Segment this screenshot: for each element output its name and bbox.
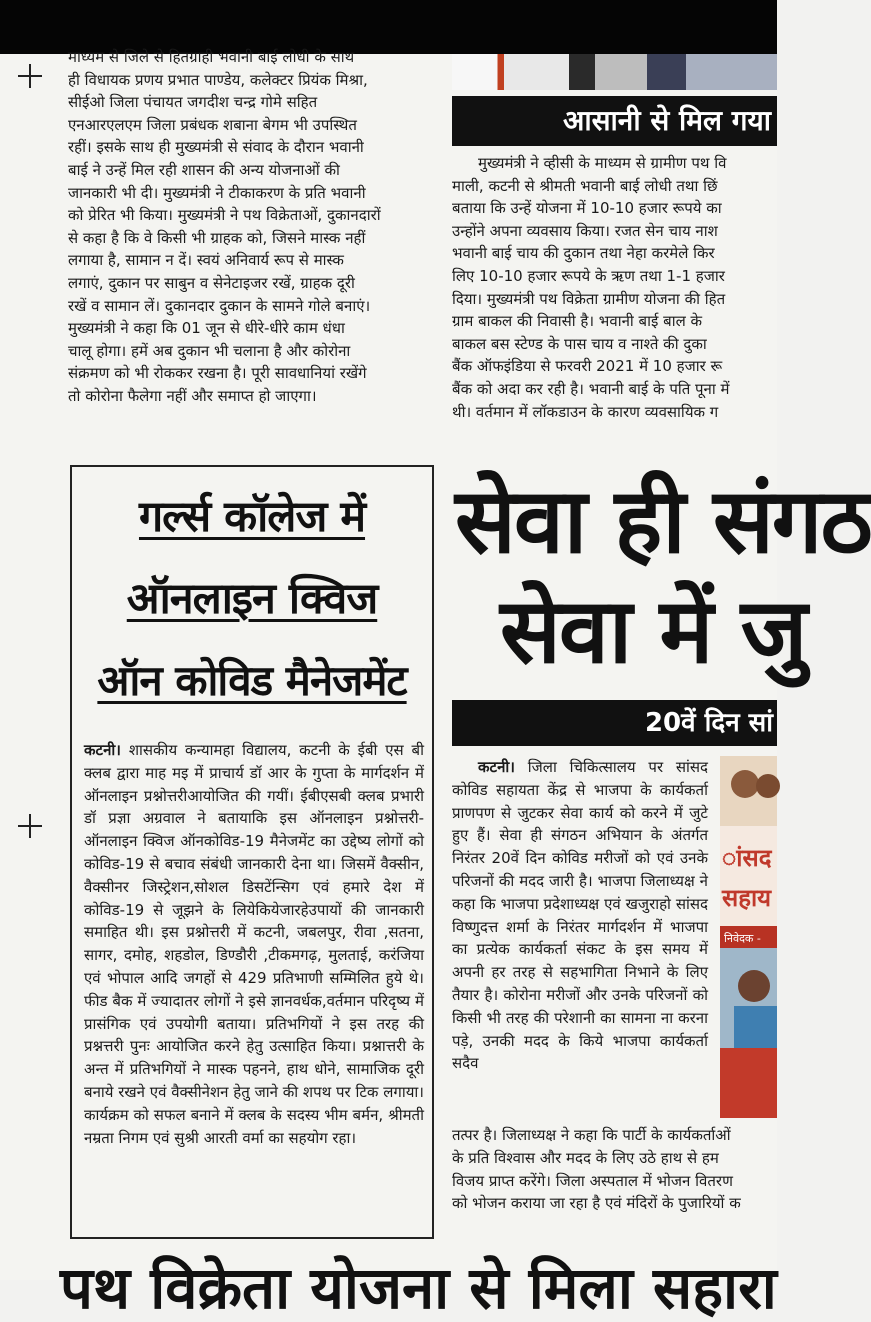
text-line: ग्राम बाकल की निवासी है। भवानी बाई बाल के xyxy=(452,312,703,331)
big-headline-line-2: सेवा में जु xyxy=(500,579,806,684)
text-line: रहीं। इसके साथ ही मुख्यमंत्री से संवाद के दौरान भवानी xyxy=(68,138,364,157)
text-line: माध्यम से जिले से हितग्राही भवानी बाई लोधी के साथ xyxy=(68,48,355,66)
photo-banner-text: ांसद xyxy=(722,844,772,872)
text-line: उन्होंने अपना व्यवसाय किया। रजत सेन चाय नाश xyxy=(452,221,718,240)
newspaper-page xyxy=(0,48,871,1322)
bottom-headline-text: पथ विक्रेता योजना से मिला सहारा xyxy=(60,1254,777,1322)
photo-banner-text: निवेदक - xyxy=(724,932,761,945)
text-line: लगाया है, सामान न दें। स्वयं अनिवार्य रूप से मास्क xyxy=(68,251,344,270)
text-line: संक्रमण को भी रोककर रखना है। पूरी सावधानियां रखेंगे xyxy=(68,364,367,383)
dateline: कटनी। xyxy=(84,741,121,759)
text-line: के प्रति विश्वास और मदद के लिए उठे हाथ से हम xyxy=(452,1148,719,1167)
text-line: जानकारी भी दी। मुख्यमंत्री ने टीकाकरण के प्रति भवानी xyxy=(68,183,366,202)
text-line: माली, कटनी से श्रीमती भवानी बाई लोधी तथा छिं xyxy=(452,176,718,195)
text-line: से कहा है कि वे किसी भी ग्राहक को, जिसने मास्क नहीं xyxy=(68,228,366,247)
registration-mark-icon xyxy=(18,814,42,838)
quiz-article-body xyxy=(84,739,424,1149)
article-text: शासकीय कन्यामहा विद्यालय, कटनी के ईबी एस बी क्लब द्वारा माह मइ में प्राचार्य डॉ आर के गुप्ता के मार्गदर्शन में ऑनलाइन प्रश्नोत्तरीआयोजित की गयीं। ईबीएसबी क्लब प्रभारी डॉ प्रज्ञा अग्रवाल ने बतायाकि इस ऑनलाइन प्रश्नोत्तरी-ऑनलाइन क्विज ऑनकोविड-19 मैनेजमेंट का उद्देष्य लोगों को कोविड-19 से बचाव संबंधी जानकारी देना था। जिसमें वैक्सीन, वैक्सीनर जिस्ट्रेशन,सोशल डिसटेंन्सिग एवं हमारे देश में कोविड-19 से जूझने के लियेकियेजारहेउपायों की जानकारी समाहित थी। इस प्रश्नोत्तरी में कटनी, जबलपुर, रीवा ,सतना, सागर, दमोह, शहडोल, डिण्डौरी ,टीकमगढ़, मुलताई, करंजिया एवं भोपाल आदि जगहों से 429 प्रतिभाणी सम्मिलित हुये थे। फीड बैक में ज्यादातर लोगों ने इसे ज्ञानवर्धक,वर्तमान परिदृष्य में प्रासंगिक एवं उपयोगी बताया। प्रतिभगियों ने इस तरह की प्रश्नत्तरी पुनः आयोजित करने हेतु उत्साहित किया। प्रश्नात्तरी के अन्त में प्रतिभगियों ने मास्क पहनने, हाथ धोने, सामाजिक दूरी बनाये रखने एवं वैक्सीनेशन हेतु जाने की शपथ पर टिक लगाया। कार्यक्रम को सफल बनाने में क्लब के सदस्य भीम बर्मन, श्रीमती नम्रता निगम एवं सुश्री आरती वर्मा का सहयोग रहा। xyxy=(84,741,424,1147)
registration-mark-icon xyxy=(18,64,42,88)
quiz-headline-line-1: गर्ल्स कॉलेज में xyxy=(138,492,366,542)
left-article-lines xyxy=(68,46,430,408)
text-line: विजय प्राप्त करेंगे। जिला अस्पताल में भोजन वितरण xyxy=(452,1171,733,1190)
text-line: भवानी बाई चाय की दुकान तथा नेहा करमेले किर xyxy=(452,244,715,263)
section-band-heading: आसानी से मिल गया xyxy=(452,96,777,146)
text-line: रखें व सामान लें। दुकानदार दुकान के सामने गोले बनाएं। xyxy=(68,296,371,315)
cut-off-bottom-headline xyxy=(60,1254,777,1322)
news-photo xyxy=(720,756,777,1118)
text-line: चालू होगा। हमें अब दुकान भी चलाना है और कोरोना xyxy=(68,341,351,360)
right-article-text xyxy=(452,152,777,423)
text-line: तत्पर है। जिलाध्यक्ष ने कहा कि पार्टी के कार्यकर्ताओं xyxy=(452,1126,731,1144)
quiz-headline-line-2: ऑनलाइन क्विज xyxy=(126,574,378,624)
article-text: जिला चिकित्सालय पर सांसद कोविड सहायता केंद्र से भाजपा के कार्यकर्ता प्राणपण से जुटकर सेवा कार्य को करने में जुटे हुए हैं। सेवा ही संगठन अभियान के अंतर्गत निरंतर 20वें दिन कोविड मरीजों को एवं उनके परिजनों की मदद जारी है। भाजपा जिलाध्यक्ष ने कहा कि भाजपा प्रदेशाध्यक्ष एवं खजुराहो सांसद विष्णुदत्त शर्मा के निरंतर मार्गदर्शन में भाजपा का प्रत्येक कार्यकर्ता संकट के इस समय में अपनी हर तरह से सहभागिता निभाने के लिए तैयार है। कोरोना मरीजों और उनके परिजनों को किसी भी तरह की परेशानी का सामना ना करना पड़े, उनकी मदद के किये भाजपा कार्यकर्ता सदैव xyxy=(452,758,708,1073)
text-line: बताया कि उन्हें योजना में 10-10 हजार रूपये का xyxy=(452,199,722,218)
text-line: एनआरएलएम जिला प्रबंधक शबाना बेगम भी उपस्थित xyxy=(68,115,357,134)
section-band-subheading: 20वें दिन सां xyxy=(452,700,777,746)
text-line: बैंक ऑफइंडिया से फरवरी 2021 में 10 हजार रू xyxy=(452,357,723,376)
text-line: तो कोरोना फैलेगा नहीं और समाप्त हो जाएगा। xyxy=(68,386,317,405)
big-headline-line-1: सेवा ही संगठ xyxy=(455,469,871,574)
photo-illustration xyxy=(720,756,777,1118)
seva-article-body xyxy=(452,756,708,1075)
text-line: सीईओ जिला पंचायत जगदीश चन्द्र गोमे सहित xyxy=(68,93,318,112)
seva-article-continuation xyxy=(452,1124,777,1215)
photo-banner-text: सहाय xyxy=(722,884,772,912)
news-photo-strip xyxy=(452,54,777,90)
text-line: मुख्यमंत्री ने व्हीसी के माध्यम से ग्रामीण पथ वि xyxy=(478,154,727,172)
text-line: बाकल बस स्टेण्ड के पास चाय व नाश्ते की दुका xyxy=(452,334,707,353)
text-line: ही विधायक प्रणय प्रभात पाण्डेय, कलेक्टर प्रियंक मिश्रा, xyxy=(68,70,368,89)
text-line: बैंक को अदा कर रही है। भवानी बाई के पति पूना में xyxy=(452,379,730,398)
text-line: को भोजन कराया जा रहा है एवं मंदिरों के पुजारियों क xyxy=(452,1194,741,1213)
text-line: थी। वर्तमान में लॉकडाउन के कारण व्यवसायिक ग xyxy=(452,402,719,421)
quiz-article-box xyxy=(70,465,434,1239)
text-line: मुख्यमंत्री ने कहा कि 01 जून से धीरे-धीरे काम धंधा xyxy=(68,319,345,338)
text-line: दिया। मुख्यमंत्री पथ विक्रेता ग्रामीण योजना की हित xyxy=(452,289,726,308)
left-article-continuation xyxy=(68,48,430,408)
text-line: को प्रेरित भी किया। मुख्यमंत्री ने पथ विक्रेताओं, दुकानदारों xyxy=(68,206,381,225)
dateline: कटनी। xyxy=(478,758,515,776)
text-line: लगाएं, दुकान पर साबुन व सेनेटाइजर रखें, ग्राहक दूरी xyxy=(68,273,355,292)
text-line: लिए 10-10 हजार रूपये के ऋण तथा 1-1 हजार xyxy=(452,266,725,285)
text-line: बाई ने उन्हें मिल रही शासन की अन्य योजनाओं की xyxy=(68,160,340,179)
quiz-headline-line-3: ऑन कोविड मैनेजमेंट xyxy=(97,656,407,705)
